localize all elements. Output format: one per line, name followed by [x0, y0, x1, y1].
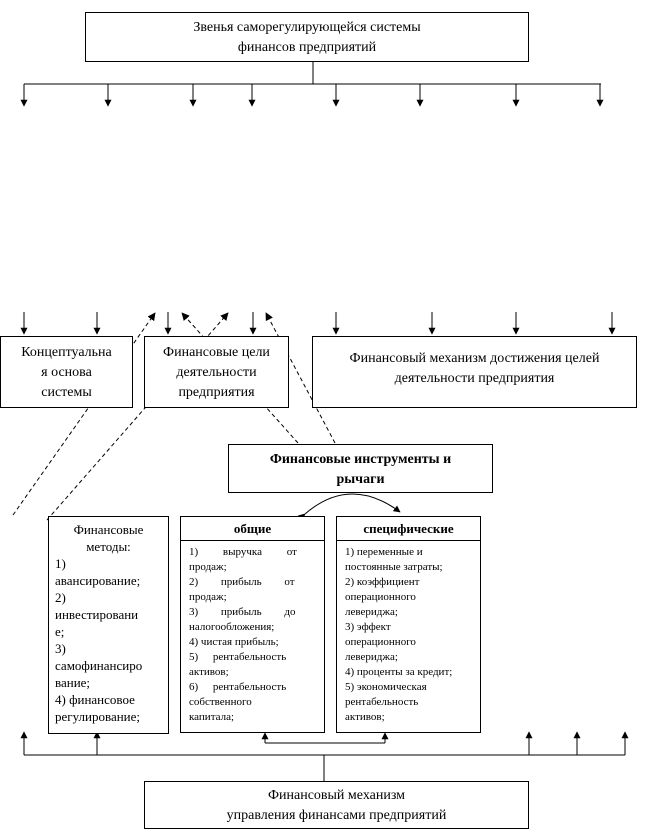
- general-item: собственного: [189, 696, 252, 708]
- middle-row-arrows: [24, 312, 612, 334]
- methods-item: вание;: [55, 675, 91, 690]
- top-box-self-regulating-system: [85, 12, 529, 62]
- specific-item: левериджа;: [345, 651, 398, 663]
- specific-item: операционного: [345, 591, 416, 603]
- methods-item: е;: [55, 624, 65, 639]
- general-item: 1) выручка от: [189, 546, 297, 558]
- conceptual-basis-box: [0, 336, 133, 408]
- general-item: капитала;: [189, 711, 235, 723]
- top-box-line2: финансов предприятий: [237, 40, 377, 55]
- specific-header: специфические: [337, 517, 480, 541]
- general-item: 6) рентабельность: [189, 681, 287, 693]
- top-box-line1: Звенья саморегулирующейся системы: [193, 20, 421, 35]
- mechanism-goals-box: [312, 336, 637, 408]
- concept-line3: системы: [41, 385, 92, 400]
- specific-item: 3) эффект: [345, 621, 391, 633]
- general-item: 4) чистая прибыль;: [189, 636, 279, 648]
- top-bus-arrows: [24, 84, 600, 106]
- instruments-line1: Финансовые инструменты и: [269, 452, 452, 467]
- methods-item: авансирование;: [55, 573, 141, 588]
- bottom-box-line1: Финансовый механизм: [267, 788, 406, 803]
- general-item: 2) прибыль от: [189, 576, 295, 588]
- goals-line3: предприятия: [178, 385, 255, 400]
- methods-item: 1): [55, 556, 66, 571]
- methods-item: регулирование;: [55, 709, 141, 724]
- general-header: общие: [181, 517, 324, 541]
- curved-link: [305, 494, 400, 514]
- specific-item: 1) переменные и: [345, 546, 423, 558]
- general-item: 5) рентабельность: [189, 651, 287, 663]
- general-item: 3) прибыль до: [189, 606, 296, 618]
- general-item: активов;: [189, 666, 229, 678]
- financial-goals-box: [144, 336, 289, 408]
- instruments-levers-box: [228, 444, 493, 493]
- methods-title2: методы:: [86, 539, 131, 554]
- methods-item: 2): [55, 590, 66, 605]
- bottom-box-finance-management-mechanism: [144, 781, 529, 829]
- specific-item: постоянные затраты;: [345, 561, 443, 573]
- mechanism-goals-line2: деятельности предприятия: [394, 371, 555, 386]
- specific-indicators-box: [336, 516, 481, 733]
- instruments-line2: рычаги: [336, 472, 385, 487]
- bottom-box-line2: управления финансами предприятий: [226, 808, 447, 823]
- concept-line1: Концептуальна: [21, 345, 112, 360]
- mechanism-goals-line1: Финансовый механизм достижения целей: [349, 351, 600, 366]
- specific-item: левериджа;: [345, 606, 398, 618]
- goals-line2: деятельности: [176, 365, 257, 380]
- concept-line2: я основа: [41, 365, 92, 380]
- methods-item: самофинансиро: [55, 658, 143, 673]
- top-bus: [24, 61, 601, 84]
- specific-item: 5) экономическая: [345, 681, 427, 693]
- specific-item: 2) коэффициент: [345, 576, 420, 588]
- general-item: продаж;: [189, 561, 227, 573]
- goals-line1: Финансовые цели: [163, 345, 270, 360]
- methods-item: 3): [55, 641, 66, 656]
- general-item: налогообложения;: [189, 621, 275, 633]
- specific-item: 4) проценты за кредит;: [345, 666, 453, 678]
- methods-item: 4) финансовое: [55, 692, 135, 707]
- bottom-bus: [24, 732, 625, 781]
- financial-methods-box: [48, 516, 169, 734]
- general-indicators-box: [180, 516, 325, 733]
- general-item: продаж;: [189, 591, 227, 603]
- specific-item: активов;: [345, 711, 385, 723]
- specific-item: операционного: [345, 636, 416, 648]
- methods-item: инвестировани: [55, 607, 139, 622]
- specific-item: рентабельность: [345, 696, 419, 708]
- methods-title1: Финансовые: [73, 522, 144, 537]
